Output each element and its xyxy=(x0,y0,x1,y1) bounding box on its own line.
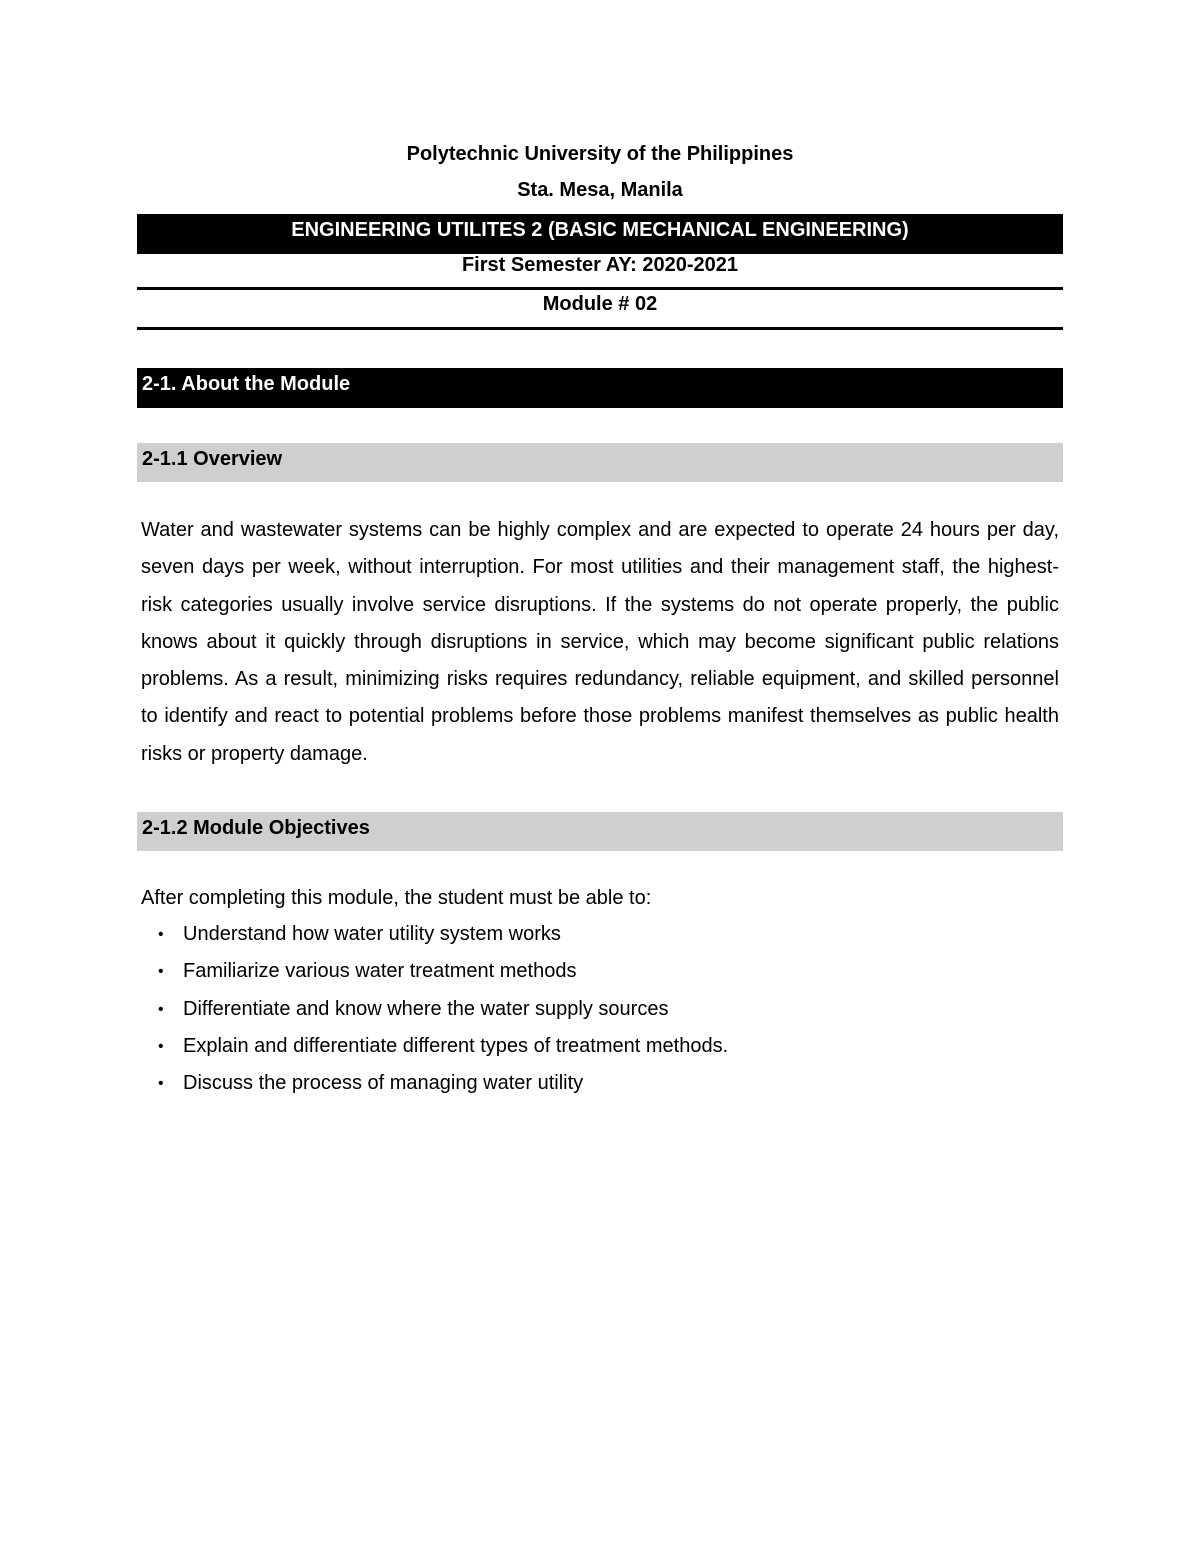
objective-text: Understand how water utility system works xyxy=(183,923,561,945)
bullet-icon: • xyxy=(158,926,164,943)
subheading-module-objectives: 2-1.2 Module Objectives xyxy=(137,812,1063,851)
module-number: Module # 02 xyxy=(542,293,658,315)
bullet-icon: • xyxy=(158,1075,164,1093)
divider-rule xyxy=(137,287,1063,290)
bullet-icon: • xyxy=(158,1000,164,1018)
section-heading-about-module: 2-1. About the Module xyxy=(137,368,1063,408)
semester-line: First Semester AY: 2020-2021 xyxy=(461,254,739,276)
bullet-icon: • xyxy=(158,1037,164,1055)
overview-paragraph: Water and wastewater systems can be highly complex and are expected to operate 24 hours per day, seven days per week, without interruption. For most utilities and their management staff, the highest-risk categories usually involve service disruptions. If the systems do not operate properly, the public knows about it quickly through disruptions in service, which may become significant public relations problems. As a result, minimizing risks requires redundancy, reliable equipment, and skilled personnel to identify and react to potential problems before those problems manifest themselves as public health risks or property damage. xyxy=(141,519,1059,765)
campus-location: Sta. Mesa, Manila xyxy=(517,179,683,201)
objectives-intro: After completing this module, the student must be able to: xyxy=(141,887,652,909)
course-title-bar: ENGINEERING UTILITES 2 (BASIC MECHANICAL ENGINEERING) xyxy=(137,214,1063,254)
bullet-icon: • xyxy=(158,963,164,981)
university-name: Polytechnic University of the Philippines xyxy=(406,143,794,165)
objective-text: Discuss the process of managing water utility xyxy=(183,1072,584,1095)
objective-text: Explain and differentiate different types of treatment methods. xyxy=(183,1034,729,1057)
subheading-overview: 2-1.1 Overview xyxy=(137,443,1063,482)
objective-text: Familiarize various water treatment methods xyxy=(183,960,577,983)
divider-rule xyxy=(137,327,1063,330)
objective-text: Differentiate and know where the water supply sources xyxy=(183,997,669,1020)
